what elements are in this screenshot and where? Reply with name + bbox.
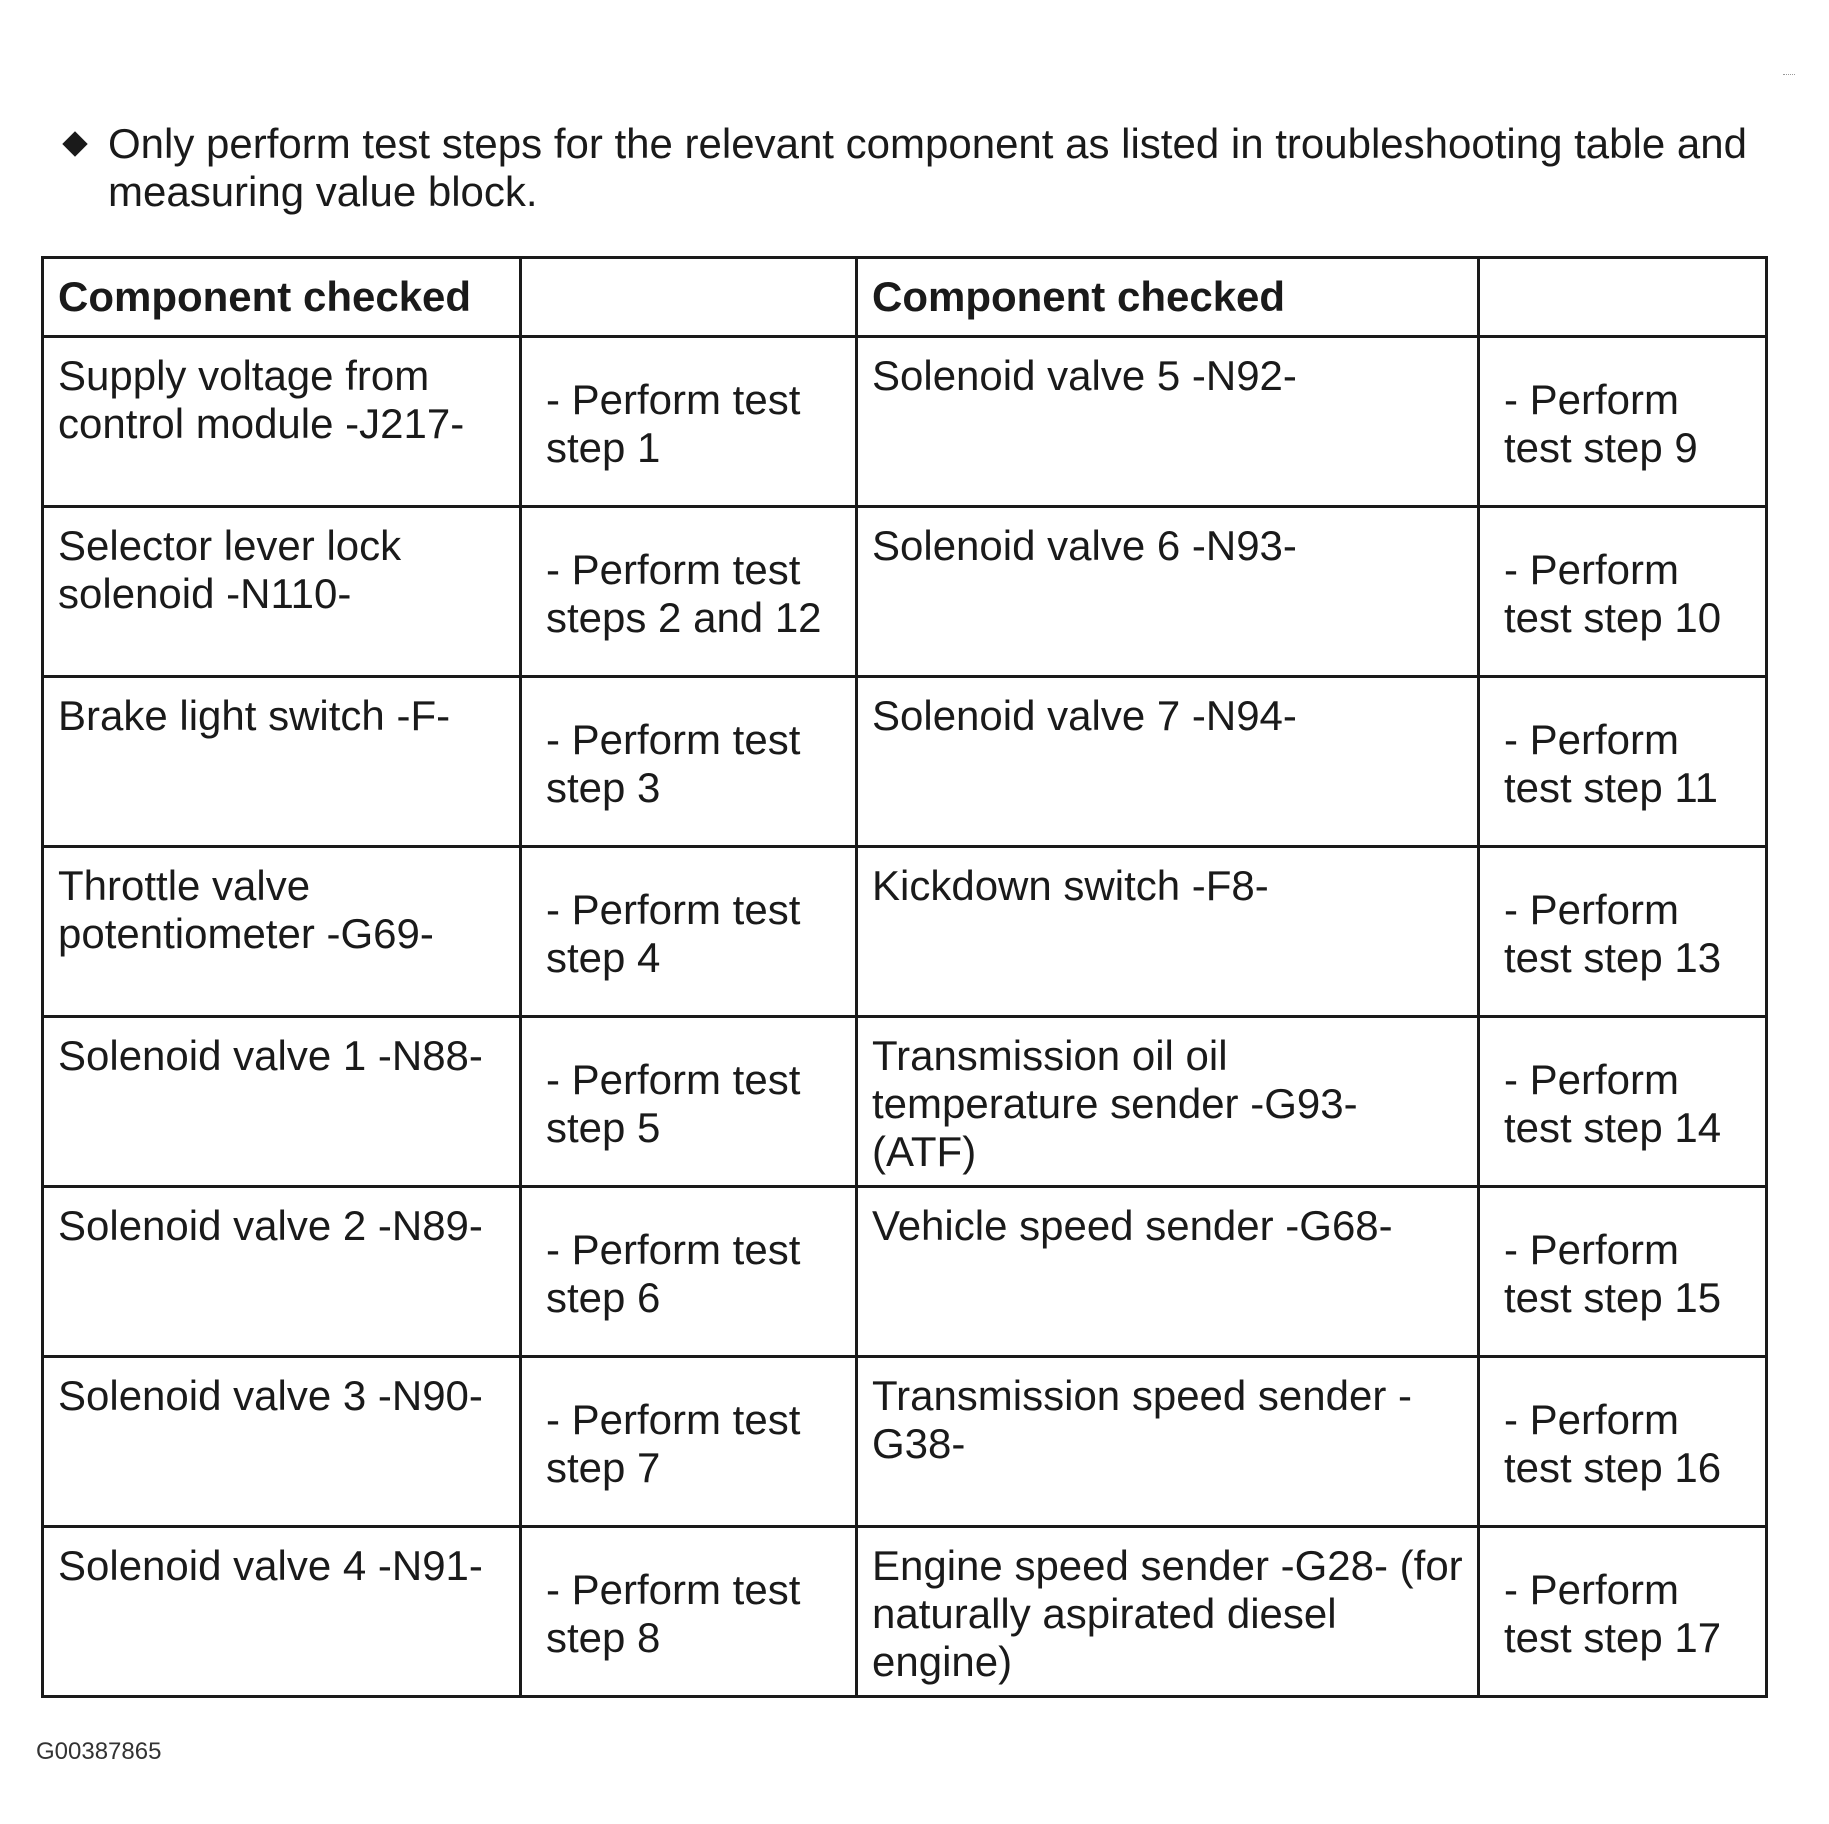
component-cell: Vehicle speed sender -G68-	[857, 1187, 1479, 1357]
component-cell: Kickdown switch -F8-	[857, 847, 1479, 1017]
action-cell: - Perform test step 3	[521, 677, 857, 847]
component-cell: Solenoid valve 5 -N92-	[857, 337, 1479, 507]
component-cell: Selector lever lock solenoid -N110-	[43, 507, 521, 677]
action-cell: - Perform test step 1	[521, 337, 857, 507]
action-cell: - Perform test step 4	[521, 847, 857, 1017]
header-component-right: Component checked	[857, 258, 1479, 337]
component-cell: Engine speed sender -G28- (for naturally aspirated diesel engine)	[857, 1527, 1479, 1697]
table-row	[43, 337, 1767, 507]
action-cell: - Perform test step 10	[1479, 507, 1767, 677]
header-component-left: Component checked	[43, 258, 521, 337]
test-steps-table	[41, 256, 1768, 1698]
table-row	[43, 1527, 1767, 1697]
action-cell: - Perform test step 9	[1479, 337, 1767, 507]
table-row	[43, 1187, 1767, 1357]
table-row	[43, 677, 1767, 847]
table-row	[43, 507, 1767, 677]
component-cell: Solenoid valve 6 -N93-	[857, 507, 1479, 677]
action-cell: - Perform test step 15	[1479, 1187, 1767, 1357]
header-action-left	[521, 258, 857, 337]
table-header-row	[43, 258, 1767, 337]
table-row	[43, 847, 1767, 1017]
action-cell: - Perform test step 6	[521, 1187, 857, 1357]
component-cell: Transmission oil oil temperature sender -G93- (ATF)	[857, 1017, 1479, 1187]
action-cell: - Perform test step 14	[1479, 1017, 1767, 1187]
action-cell: - Perform test step 16	[1479, 1357, 1767, 1527]
action-cell: - Perform test step 11	[1479, 677, 1767, 847]
component-cell: Solenoid valve 2 -N89-	[43, 1187, 521, 1357]
figure-code: G00387865	[36, 1738, 162, 1765]
component-cell: Throttle valve potentiometer -G69-	[43, 847, 521, 1017]
header-action-right	[1479, 258, 1767, 337]
component-cell: Solenoid valve 1 -N88-	[43, 1017, 521, 1187]
instruction-bullet	[60, 120, 1760, 216]
component-cell: Solenoid valve 7 -N94-	[857, 677, 1479, 847]
component-cell: Supply voltage from control module -J217-	[43, 337, 521, 507]
component-cell: Solenoid valve 3 -N90-	[43, 1357, 521, 1527]
action-cell: - Perform test step 17	[1479, 1527, 1767, 1697]
instruction-text: Only perform test steps for the relevant component as listed in troubleshooting table and measuring value block.	[108, 120, 1747, 215]
component-cell: Solenoid valve 4 -N91-	[43, 1527, 521, 1697]
action-cell: - Perform test step 5	[521, 1017, 857, 1187]
component-cell: Transmission speed sender -G38-	[857, 1357, 1479, 1527]
table-row	[43, 1357, 1767, 1527]
action-cell: - Perform test step 7	[521, 1357, 857, 1527]
diamond-bullet-icon	[60, 120, 108, 216]
table-row	[43, 1017, 1767, 1187]
action-cell: - Perform test step 13	[1479, 847, 1767, 1017]
component-cell: Brake light switch -F-	[43, 677, 521, 847]
scan-speck	[1783, 74, 1795, 79]
action-cell: - Perform test step 8	[521, 1527, 857, 1697]
action-cell: - Perform test steps 2 and 12	[521, 507, 857, 677]
